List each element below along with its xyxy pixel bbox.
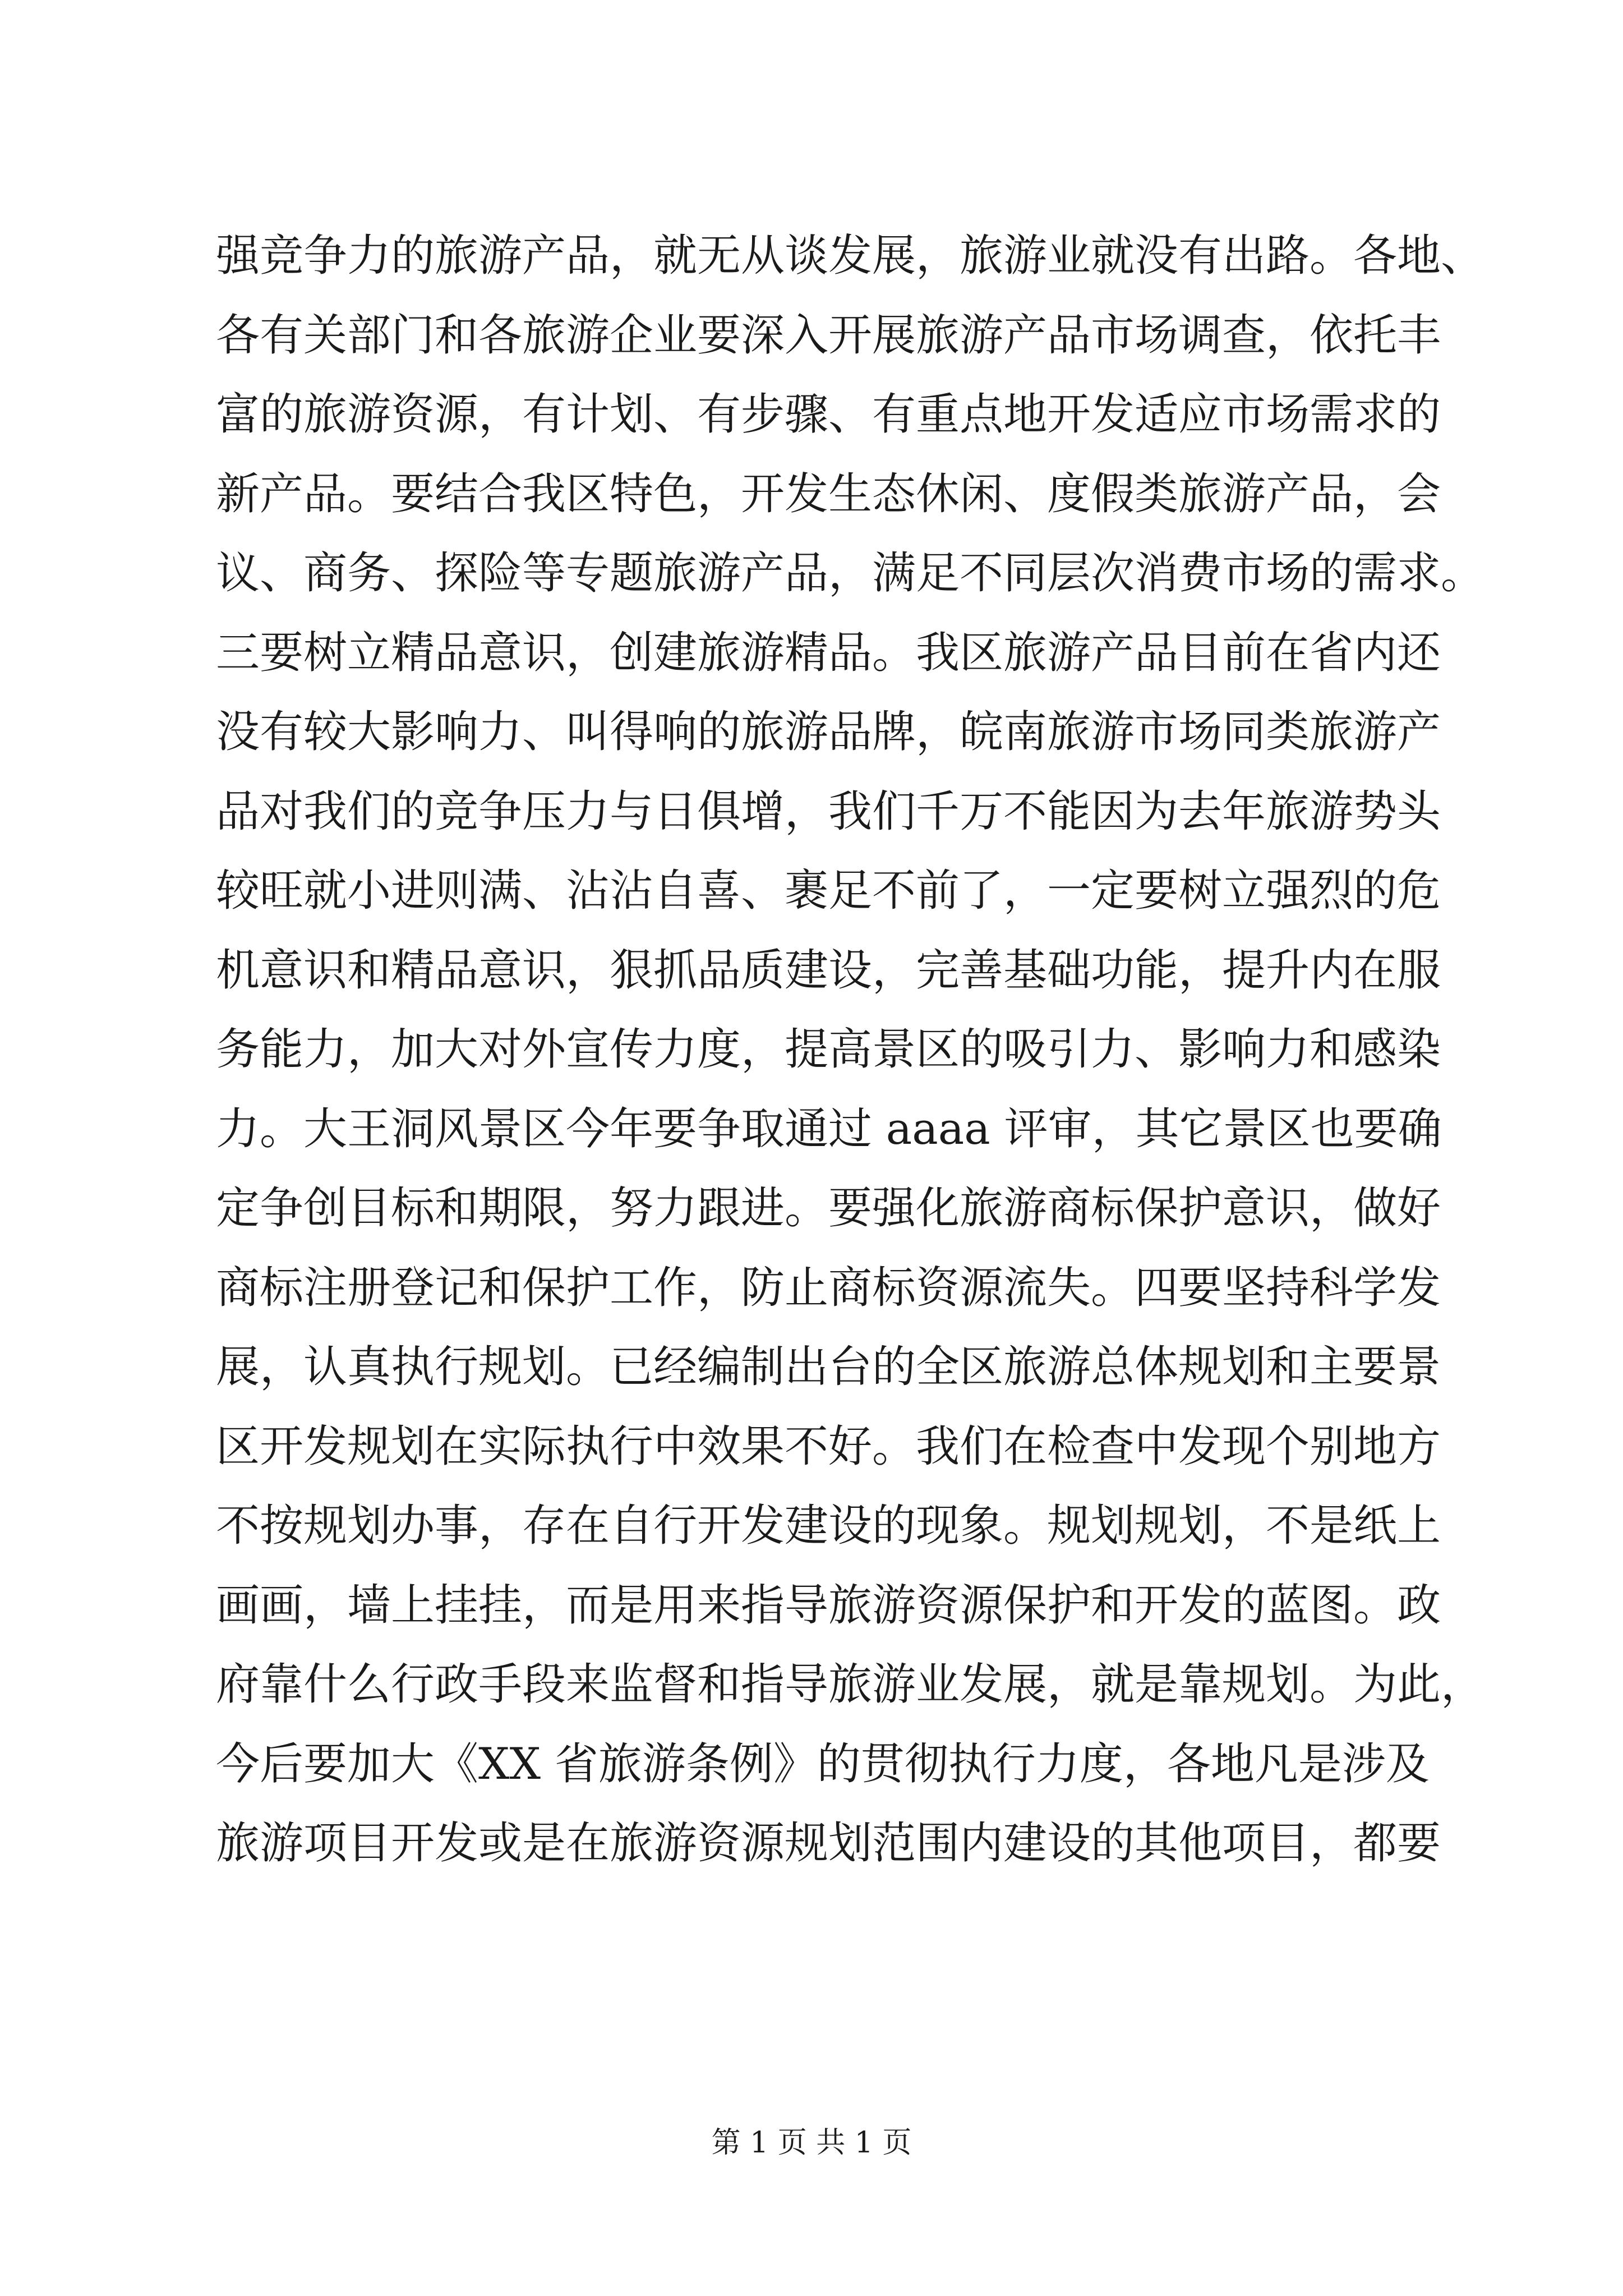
text-line: 富的旅游资源，有计划、有步骤、有重点地开发适应市场需求的 (216, 389, 1441, 440)
text-line: 展，认真执行规划。已经编制出台的全区旅游总体规划和主要景 (216, 1342, 1441, 1392)
text-line: 旅游项目开发或是在旅游资源规划范围内建设的其他项目，都要 (216, 1818, 1441, 1869)
text-line: 品对我们的竞争压力与日俱增，我们千万不能因为去年旅游势头 (216, 786, 1441, 837)
text-line: 区开发规划在实际执行中效果不好。我们在检查中发现个别地方 (216, 1421, 1441, 1472)
text-line: 今后要加大《XX 省旅游条例》的贯彻执行力度，各地凡是涉及 (216, 1738, 1430, 1789)
text-line: 定争创目标和期限，努力跟进。要强化旅游商标保护意识，做好 (216, 1183, 1441, 1234)
text-line: 力。大王洞风景区今年要争取通过 aaaa 评审，其它景区也要确 (216, 1103, 1442, 1154)
text-line: 三要树立精品意识，创建旅游精品。我区旅游产品目前在省内还 (216, 627, 1441, 678)
text-line: 务能力，加大对外宣传力度，提高景区的吸引力、影响力和感染 (216, 1024, 1441, 1075)
text-line: 各有关部门和各旅游企业要深入开展旅游产品市场调查，依托丰 (216, 310, 1441, 361)
text-line: 强竞争力的旅游产品，就无从谈发展，旅游业就没有出路。各地、 (216, 231, 1485, 281)
body-text (216, 217, 1485, 1884)
text-line: 画画，墙上挂挂，而是用来指导旅游资源保护和开发的蓝图。政 (216, 1580, 1441, 1631)
text-line: 议、商务、探险等专题旅游产品，满足不同层次消费市场的需求。 (216, 548, 1485, 599)
text-line: 商标注册登记和保护工作，防止商标资源流失。四要坚持科学发 (216, 1262, 1441, 1313)
text-line: 较旺就小进则满、沾沾自喜、裹足不前了，一定要树立强烈的危 (216, 866, 1441, 916)
text-line: 府靠什么行政手段来监督和指导旅游业发展，就是靠规划。为此， (216, 1659, 1485, 1710)
text-line: 新产品。要结合我区特色，开发生态休闲、度假类旅游产品，会 (216, 468, 1441, 519)
text-line: 不按规划办事，存在自行开发建设的现象。规划规划，不是纸上 (216, 1501, 1441, 1551)
text-line: 机意识和精品意识，狠抓品质建设，完善基础功能，提升内在服 (216, 945, 1441, 996)
text-line: 没有较大影响力、叫得响的旅游品牌，皖南旅游市场同类旅游产 (216, 707, 1441, 757)
page-footer: 第 1 页 共 1 页 (711, 2126, 912, 2160)
